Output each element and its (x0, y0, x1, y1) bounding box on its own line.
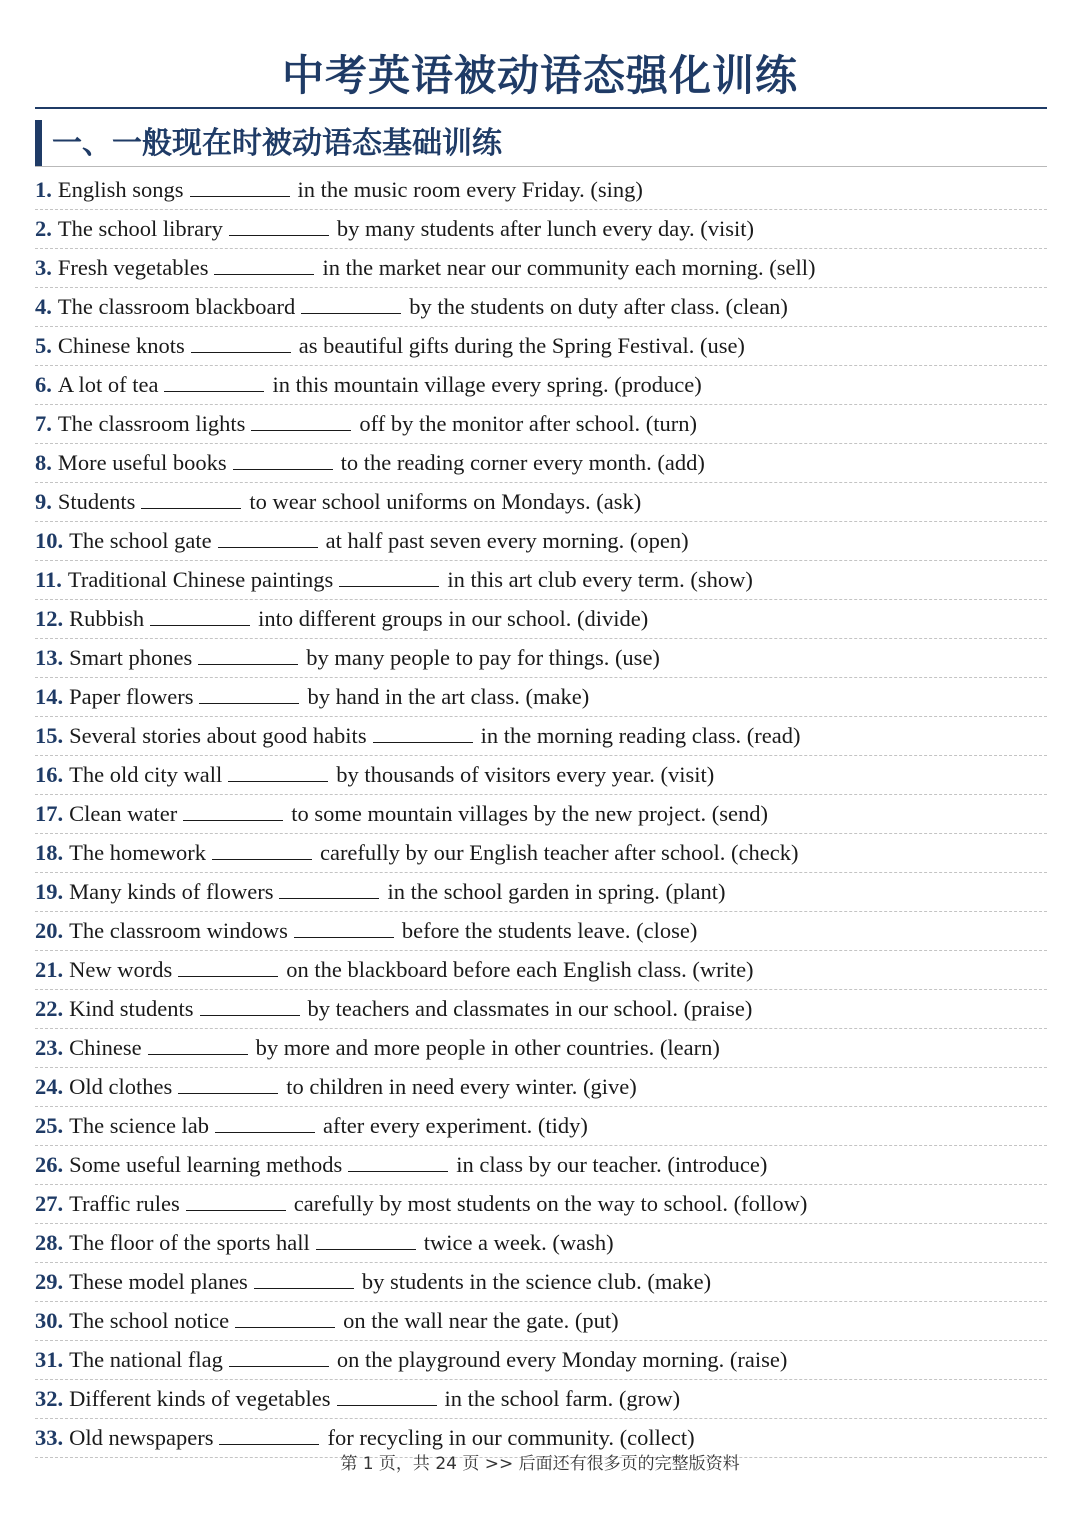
question-number: 16. (35, 762, 64, 787)
question-number: 7. (35, 411, 52, 436)
answer-blank[interactable] (235, 1308, 335, 1328)
answer-blank[interactable] (301, 294, 401, 314)
question-item (35, 951, 1047, 990)
answer-blank[interactable] (251, 411, 351, 431)
question-subject: Old clothes (69, 1074, 173, 1099)
question-item (35, 366, 1047, 405)
question-rest: in the school garden in spring. (plant) (387, 879, 726, 904)
question-item (35, 990, 1047, 1029)
question-rest: into different groups in our school. (divide) (258, 606, 649, 631)
answer-blank[interactable] (233, 450, 333, 470)
question-item (35, 756, 1047, 795)
question-item (35, 288, 1047, 327)
question-item (35, 1263, 1047, 1302)
answer-blank[interactable] (178, 1074, 278, 1094)
question-item (35, 795, 1047, 834)
question-subject: The classroom windows (69, 918, 288, 943)
question-item (35, 405, 1047, 444)
question-number: 2. (35, 216, 52, 241)
question-subject: Chinese knots (57, 333, 185, 358)
question-subject: The classroom lights (57, 411, 246, 436)
question-subject: Paper flowers (69, 684, 194, 709)
question-rest: off by the monitor after school. (turn) (359, 411, 697, 436)
question-subject: Old newspapers (69, 1425, 214, 1450)
question-item (35, 834, 1047, 873)
question-item (35, 249, 1047, 288)
answer-blank[interactable] (337, 1386, 437, 1406)
question-rest: after every experiment. (tidy) (323, 1113, 588, 1138)
question-item (35, 1224, 1047, 1263)
answer-blank[interactable] (183, 801, 283, 821)
question-subject: More useful books (57, 450, 227, 475)
question-number: 31. (35, 1347, 64, 1372)
question-number: 25. (35, 1113, 64, 1138)
answer-blank[interactable] (199, 684, 299, 704)
question-rest: in class by our teacher. (introduce) (456, 1152, 768, 1177)
question-subject: The science lab (69, 1113, 210, 1138)
answer-blank[interactable] (254, 1269, 354, 1289)
answer-blank[interactable] (219, 1425, 319, 1445)
question-subject: The homework (69, 840, 206, 865)
answer-blank[interactable] (339, 567, 439, 587)
question-rest: on the playground every Monday morning. (raise) (336, 1347, 788, 1372)
question-rest: at half past seven every morning. (open) (325, 528, 689, 553)
question-item (35, 1185, 1047, 1224)
question-rest: by students in the science club. (make) (361, 1269, 712, 1294)
question-item (35, 522, 1047, 561)
question-number: 23. (35, 1035, 64, 1060)
question-rest: in this mountain village every spring. (produce) (272, 372, 702, 397)
question-rest: in the school farm. (grow) (444, 1386, 681, 1411)
question-number: 33. (35, 1425, 64, 1450)
question-item (35, 483, 1047, 522)
question-item (35, 1068, 1047, 1107)
question-list (35, 171, 1047, 1458)
question-item (35, 1107, 1047, 1146)
question-number: 19. (35, 879, 64, 904)
question-subject: Some useful learning methods (69, 1152, 343, 1177)
answer-blank[interactable] (212, 840, 312, 860)
question-rest: carefully by most students on the way to school. (follow) (293, 1191, 808, 1216)
answer-blank[interactable] (200, 996, 300, 1016)
question-item (35, 873, 1047, 912)
question-number: 3. (35, 255, 52, 280)
question-number: 5. (35, 333, 52, 358)
question-item (35, 210, 1047, 249)
answer-blank[interactable] (373, 723, 473, 743)
question-number: 1. (35, 177, 52, 202)
answer-blank[interactable] (218, 528, 318, 548)
answer-blank[interactable] (178, 957, 278, 977)
question-rest: to wear school uniforms on Mondays. (ask) (249, 489, 642, 514)
answer-blank[interactable] (316, 1230, 416, 1250)
question-rest: to children in need every winter. (give) (286, 1074, 637, 1099)
question-subject: The school notice (69, 1308, 230, 1333)
answer-blank[interactable] (164, 372, 264, 392)
answer-blank[interactable] (229, 216, 329, 236)
question-rest: by teachers and classmates in our school. (praise) (307, 996, 753, 1021)
answer-blank[interactable] (215, 1113, 315, 1133)
question-rest: by thousands of visitors every year. (visit) (336, 762, 715, 787)
question-rest: by more and more people in other countries. (learn) (255, 1035, 720, 1060)
answer-blank[interactable] (190, 177, 290, 197)
question-number: 20. (35, 918, 64, 943)
question-item (35, 912, 1047, 951)
title-divider (35, 107, 1047, 109)
question-rest: to some mountain villages by the new project. (send) (291, 801, 768, 826)
question-number: 22. (35, 996, 64, 1021)
question-subject: Clean water (69, 801, 178, 826)
question-subject: Different kinds of vegetables (69, 1386, 331, 1411)
question-item (35, 1341, 1047, 1380)
question-number: 17. (35, 801, 64, 826)
question-number: 26. (35, 1152, 64, 1177)
question-item (35, 678, 1047, 717)
question-item (35, 600, 1047, 639)
question-item (35, 717, 1047, 756)
question-number: 32. (35, 1386, 64, 1411)
question-rest: by the students on duty after class. (clean) (409, 294, 788, 319)
question-item (35, 444, 1047, 483)
question-rest: in the market near our community each morning. (sell) (322, 255, 816, 280)
section-divider (35, 166, 1047, 167)
question-rest: before the students leave. (close) (401, 918, 698, 943)
question-subject: New words (69, 957, 173, 982)
question-number: 13. (35, 645, 64, 670)
question-subject: The school gate (69, 528, 212, 553)
question-rest: to the reading corner every month. (add) (340, 450, 705, 475)
question-subject: Kind students (69, 996, 194, 1021)
question-subject: The classroom blackboard (57, 294, 296, 319)
question-number: 14. (35, 684, 64, 709)
page-footer: 第 1 页，共 24 页 >> 后面还有很多页的完整版资料 (340, 1454, 740, 1474)
question-number: 6. (35, 372, 52, 397)
question-item (35, 1380, 1047, 1419)
question-subject: A lot of tea (57, 372, 159, 397)
question-item (35, 1146, 1047, 1185)
answer-blank[interactable] (348, 1152, 448, 1172)
question-number: 18. (35, 840, 64, 865)
question-item (35, 639, 1047, 678)
question-rest: in this art club every term. (show) (447, 567, 753, 592)
question-rest: by hand in the art class. (make) (307, 684, 590, 709)
question-rest: as beautiful gifts during the Spring Festival. (use) (298, 333, 745, 358)
question-number: 28. (35, 1230, 64, 1255)
answer-blank[interactable] (186, 1191, 286, 1211)
question-item (35, 327, 1047, 366)
question-rest: by many students after lunch every day. (visit) (336, 216, 755, 241)
question-number: 4. (35, 294, 52, 319)
question-subject: Fresh vegetables (57, 255, 209, 280)
question-rest: carefully by our English teacher after school. (check) (319, 840, 799, 865)
question-subject: Traffic rules (69, 1191, 180, 1216)
question-number: 15. (35, 723, 64, 748)
question-subject: The school library (57, 216, 223, 241)
question-subject: Traditional Chinese paintings (67, 567, 334, 592)
question-rest: in the morning reading class. (read) (480, 723, 801, 748)
answer-blank[interactable] (141, 489, 241, 509)
page-title: 中考英语被动语态强化训练 (281, 51, 798, 100)
question-item (35, 1302, 1047, 1341)
question-subject: These model planes (69, 1269, 248, 1294)
question-subject: The floor of the sports hall (69, 1230, 310, 1255)
question-number: 29. (35, 1269, 64, 1294)
question-number: 27. (35, 1191, 64, 1216)
question-number: 11. (35, 567, 62, 592)
question-item (35, 561, 1047, 600)
question-subject: The old city wall (69, 762, 223, 787)
question-rest: in the music room every Friday. (sing) (297, 177, 643, 202)
question-item (35, 1029, 1047, 1068)
answer-blank[interactable] (229, 1347, 329, 1367)
question-number: 21. (35, 957, 64, 982)
answer-blank[interactable] (198, 645, 298, 665)
answer-blank[interactable] (150, 606, 250, 626)
section-heading: 一、一般现在时被动语态基础训练 (52, 126, 502, 161)
question-number: 8. (35, 450, 52, 475)
question-item (35, 171, 1047, 210)
answer-blank[interactable] (191, 333, 291, 353)
answer-blank[interactable] (279, 879, 379, 899)
question-rest: by many people to pay for things. (use) (306, 645, 660, 670)
question-number: 10. (35, 528, 64, 553)
question-subject: Several stories about good habits (69, 723, 367, 748)
question-number: 30. (35, 1308, 64, 1333)
question-subject: Many kinds of flowers (69, 879, 274, 904)
answer-blank[interactable] (294, 918, 394, 938)
question-subject: English songs (57, 177, 184, 202)
question-rest: twice a week. (wash) (423, 1230, 614, 1255)
answer-blank[interactable] (148, 1035, 248, 1055)
question-subject: Students (57, 489, 136, 514)
question-subject: Smart phones (69, 645, 193, 670)
question-rest: on the blackboard before each English class. (write) (286, 957, 754, 982)
question-subject: Chinese (69, 1035, 142, 1060)
question-number: 9. (35, 489, 52, 514)
section-accent-bar (35, 120, 42, 166)
answer-blank[interactable] (228, 762, 328, 782)
question-number: 12. (35, 606, 64, 631)
answer-blank[interactable] (214, 255, 314, 275)
question-subject: Rubbish (69, 606, 145, 631)
question-number: 24. (35, 1074, 64, 1099)
question-subject: The national flag (69, 1347, 223, 1372)
question-rest: on the wall near the gate. (put) (343, 1308, 619, 1333)
question-rest: for recycling in our community. (collect) (327, 1425, 695, 1450)
